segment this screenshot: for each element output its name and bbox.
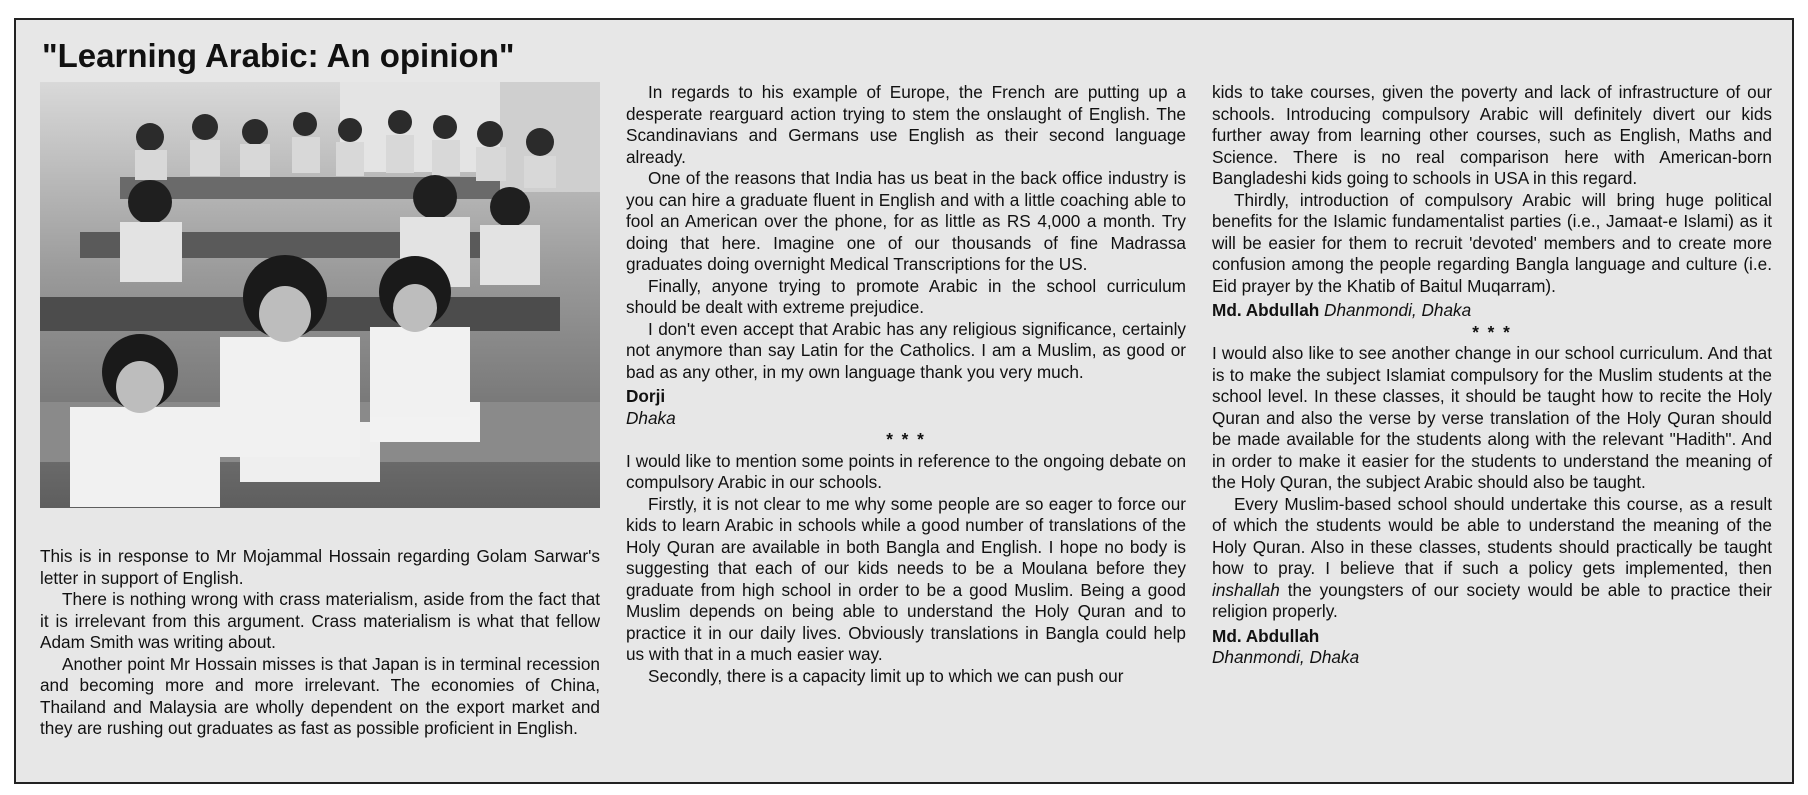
signature-name: Md. Abdullah (1212, 300, 1320, 320)
signature-name: Dorji (626, 386, 666, 406)
paragraph: I would also like to see another change in our school curriculum. And that is to make the subject Islamiat compulsory for the Muslim students at the school level. In these classes, it should be taught how to recite the Holy Quran and also the verse by verse translation of the Holy Quran should be made available for the students along with the relevant "Hadith". And in order to make it easier for the students to understand the meaning of the Holy Quran, the subject Arabic should also be taught. (1212, 343, 1772, 492)
paragraph: One of the reasons that India has us beat in the back office industry is you can hire a graduate fluent in English and with a little coaching able to fool an American over the phone, for as little as RS 4,000 a month. Try doing that here. Imagine one of our thousands of fine Madrassa graduates doing overnight Medical Transcriptions for the US. (626, 168, 1186, 274)
classroom-photo (40, 82, 600, 508)
paragraph: Secondly, there is a capacity limit up to which we can push our (648, 665, 1124, 686)
column-2 (626, 82, 1186, 687)
signature-place: Dhaka (626, 407, 676, 428)
paragraph: Another point Mr Hossain misses is that Japan is in terminal recession and becoming more and more irrelevant. The economies of China, Thailand and Malaysia are wholly dependent on the export market and they are rushing out graduates as fast as possible proficient in English. (40, 653, 600, 738)
paragraph-text: Every Muslim-based school should undertake this course, as a result of which the students would be able to understand the meaning of the Holy Quran. Also in these classes, students should practically be taught how to pray. I believe that if such a policy gets implemented, then (1212, 493, 1772, 578)
paragraph: There is nothing wrong with crass materialism, aside from the fact that it is irrelevant from this argument. Crass materialism is what that fellow Adam Smith was writing about. (40, 589, 600, 652)
separator: * * * (1472, 321, 1512, 342)
paragraph-italic: inshallah (1212, 579, 1280, 600)
classroom-photo-icon (40, 82, 600, 508)
article-frame (14, 18, 1794, 784)
paragraph: This is in response to Mr Mojammal Hossain regarding Golam Sarwar's letter in support of English. (40, 546, 600, 588)
paragraph: Thirdly, introduction of compulsory Arabic will bring huge political benefits for the Islamic fundamentalist parties (i.e., Jamaat-e Islami) as it will be easier for them to recruit 'devoted' members and to create more confusion among the people regarding Bangla language and culture (i.e. Eid prayer by the Khatib of Baitul Muqarram). (1212, 189, 1772, 296)
paragraph: Firstly, it is not clear to me why some people are so eager to force our kids to learn Arabic in schools while a good number of translations of the Holy Quran are available in both Bangla and English. I hope no body is suggesting that each of our kids needs to be a Moulana before they graduate from high school in order to be a good Muslim. Being a good Muslim depends on being able to understand the Holy Quran and to practice it in our daily lives. Obviously translations in Bangla could help us with that in a much easier way. (626, 493, 1186, 664)
signature-name-2: Md. Abdullah (1212, 625, 1320, 646)
signature-place: Dhanmondi, Dhaka (1324, 300, 1472, 320)
column-1 (40, 546, 600, 740)
paragraph: I would like to mention some points in reference to the ongoing debate on compulsory Arabic in our schools. (626, 450, 1186, 492)
paragraph: In regards to his example of Europe, the French are putting up a desperate rearguard action trying to stem the onslaught of English. The Scandinavians and Germans use English as their second language already. (626, 82, 1186, 167)
separator: * * * (886, 429, 926, 449)
paragraph: kids to take courses, given the poverty and lack of infrastructure of our schools. Introducing compulsory Arabic will definitely divert our kids further away from learning other courses, such as English, Maths and Science. There is no real comparison here with American-born Bangladeshi kids going to schools in USA in this regard. (1212, 82, 1772, 188)
paragraph-text: the youngsters of our society would be able to practice their religion properly. (1212, 579, 1772, 621)
signature-place-2: Dhanmondi, Dhaka (1212, 647, 1360, 667)
signature-line (1212, 300, 1772, 322)
paragraph (1212, 494, 1772, 623)
article-headline: "Learning Arabic: An opinion" (42, 37, 515, 74)
column-3 (1212, 82, 1772, 669)
paragraph: I don't even accept that Arabic has any religious significance, certainly not anymore than say Latin for the Catholics. I am a Muslim, as good or bad as any other, in my own language thank you very much. (626, 318, 1186, 382)
paragraph: Finally, anyone trying to promote Arabic in the school curriculum should be dealt with extreme prejudice. (626, 275, 1186, 317)
